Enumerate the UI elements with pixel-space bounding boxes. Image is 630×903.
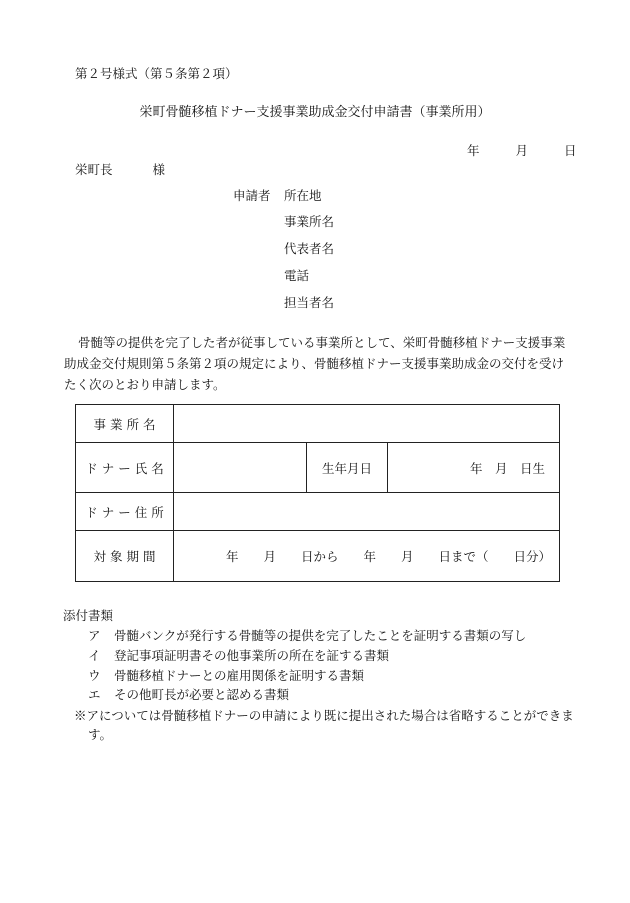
attachment-item bbox=[88, 670, 364, 683]
table-row bbox=[76, 531, 560, 582]
table-row bbox=[76, 443, 560, 493]
applicant-address-field[interactable]: 所在地 bbox=[284, 188, 322, 203]
date-month: 月 bbox=[515, 143, 528, 158]
office-name-input[interactable] bbox=[174, 405, 560, 443]
attachment-text: 骨髄バンクが発行する骨髄等の提供を完了したことを証明する書類の写し bbox=[114, 628, 527, 643]
addressee-honorific: 様 bbox=[152, 162, 166, 177]
donor-address-label: ド ナ ー 住 所 bbox=[76, 493, 174, 531]
date-line bbox=[467, 145, 576, 158]
applicant-office-name-field[interactable]: 事業所名 bbox=[284, 214, 335, 229]
applicant-phone-field[interactable]: 電話 bbox=[284, 268, 310, 283]
document-title: 栄町骨髄移植ドナー支援事業助成金交付申請書（事業所用） bbox=[139, 105, 491, 120]
attachment-text: その他町長が必要と認める書類 bbox=[114, 687, 290, 702]
date-year: 年 bbox=[467, 143, 480, 158]
target-period-label: 対 象 期 間 bbox=[76, 531, 174, 582]
applicant-label: 申請者 bbox=[233, 188, 271, 203]
office-name-label: 事 業 所 名 bbox=[76, 405, 174, 443]
application-statement: 骨髄等の提供を完了した者が従事している事業所として、栄町骨髄移植ドナー支援事業助成金交付規則第５条第２項の規定により、骨髄移植ドナー支援事業助成金の交付を受けたく次のとおり申請します。 bbox=[64, 335, 566, 392]
attachment-mark: イ bbox=[88, 648, 101, 663]
application-table bbox=[75, 404, 560, 582]
attachment-text: 登記事項証明書その他事業所の所在を証する書類 bbox=[114, 648, 390, 663]
applicant-contact-person-field[interactable]: 担当者名 bbox=[284, 295, 335, 310]
date-of-birth-label: 生年月日 bbox=[307, 443, 388, 493]
attachment-text: 骨髄移植ドナーとの雇用関係を証明する書類 bbox=[114, 668, 365, 683]
attachment-mark: ア bbox=[88, 628, 101, 643]
addressee-name: 栄町長 bbox=[75, 162, 113, 177]
attachments-heading: 添付書類 bbox=[63, 608, 114, 623]
donor-name-input[interactable] bbox=[174, 443, 307, 493]
attachment-item bbox=[88, 650, 389, 663]
date-day: 日 bbox=[563, 143, 577, 158]
donor-address-input[interactable] bbox=[174, 493, 560, 531]
attachment-mark: エ bbox=[88, 687, 101, 702]
applicant-representative-field[interactable]: 代表者名 bbox=[284, 241, 335, 256]
attachments-note: ※アについては骨髄移植ドナーの申請により既に提出された場合は省略することができます。 bbox=[74, 708, 574, 742]
table-row bbox=[76, 493, 560, 531]
addressee bbox=[75, 164, 165, 177]
form-code: 第２号様式（第５条第２項） bbox=[75, 66, 238, 81]
attachment-mark: ウ bbox=[88, 668, 101, 683]
donor-name-label: ド ナ ー 氏 名 bbox=[76, 443, 174, 493]
target-period-input[interactable]: 年 月 日から 年 月 日まで（ 日分） bbox=[174, 531, 560, 582]
table-row bbox=[76, 405, 560, 443]
attachment-item bbox=[88, 689, 289, 702]
date-of-birth-input[interactable]: 年 月 日生 bbox=[388, 443, 560, 493]
attachment-item bbox=[88, 630, 526, 643]
